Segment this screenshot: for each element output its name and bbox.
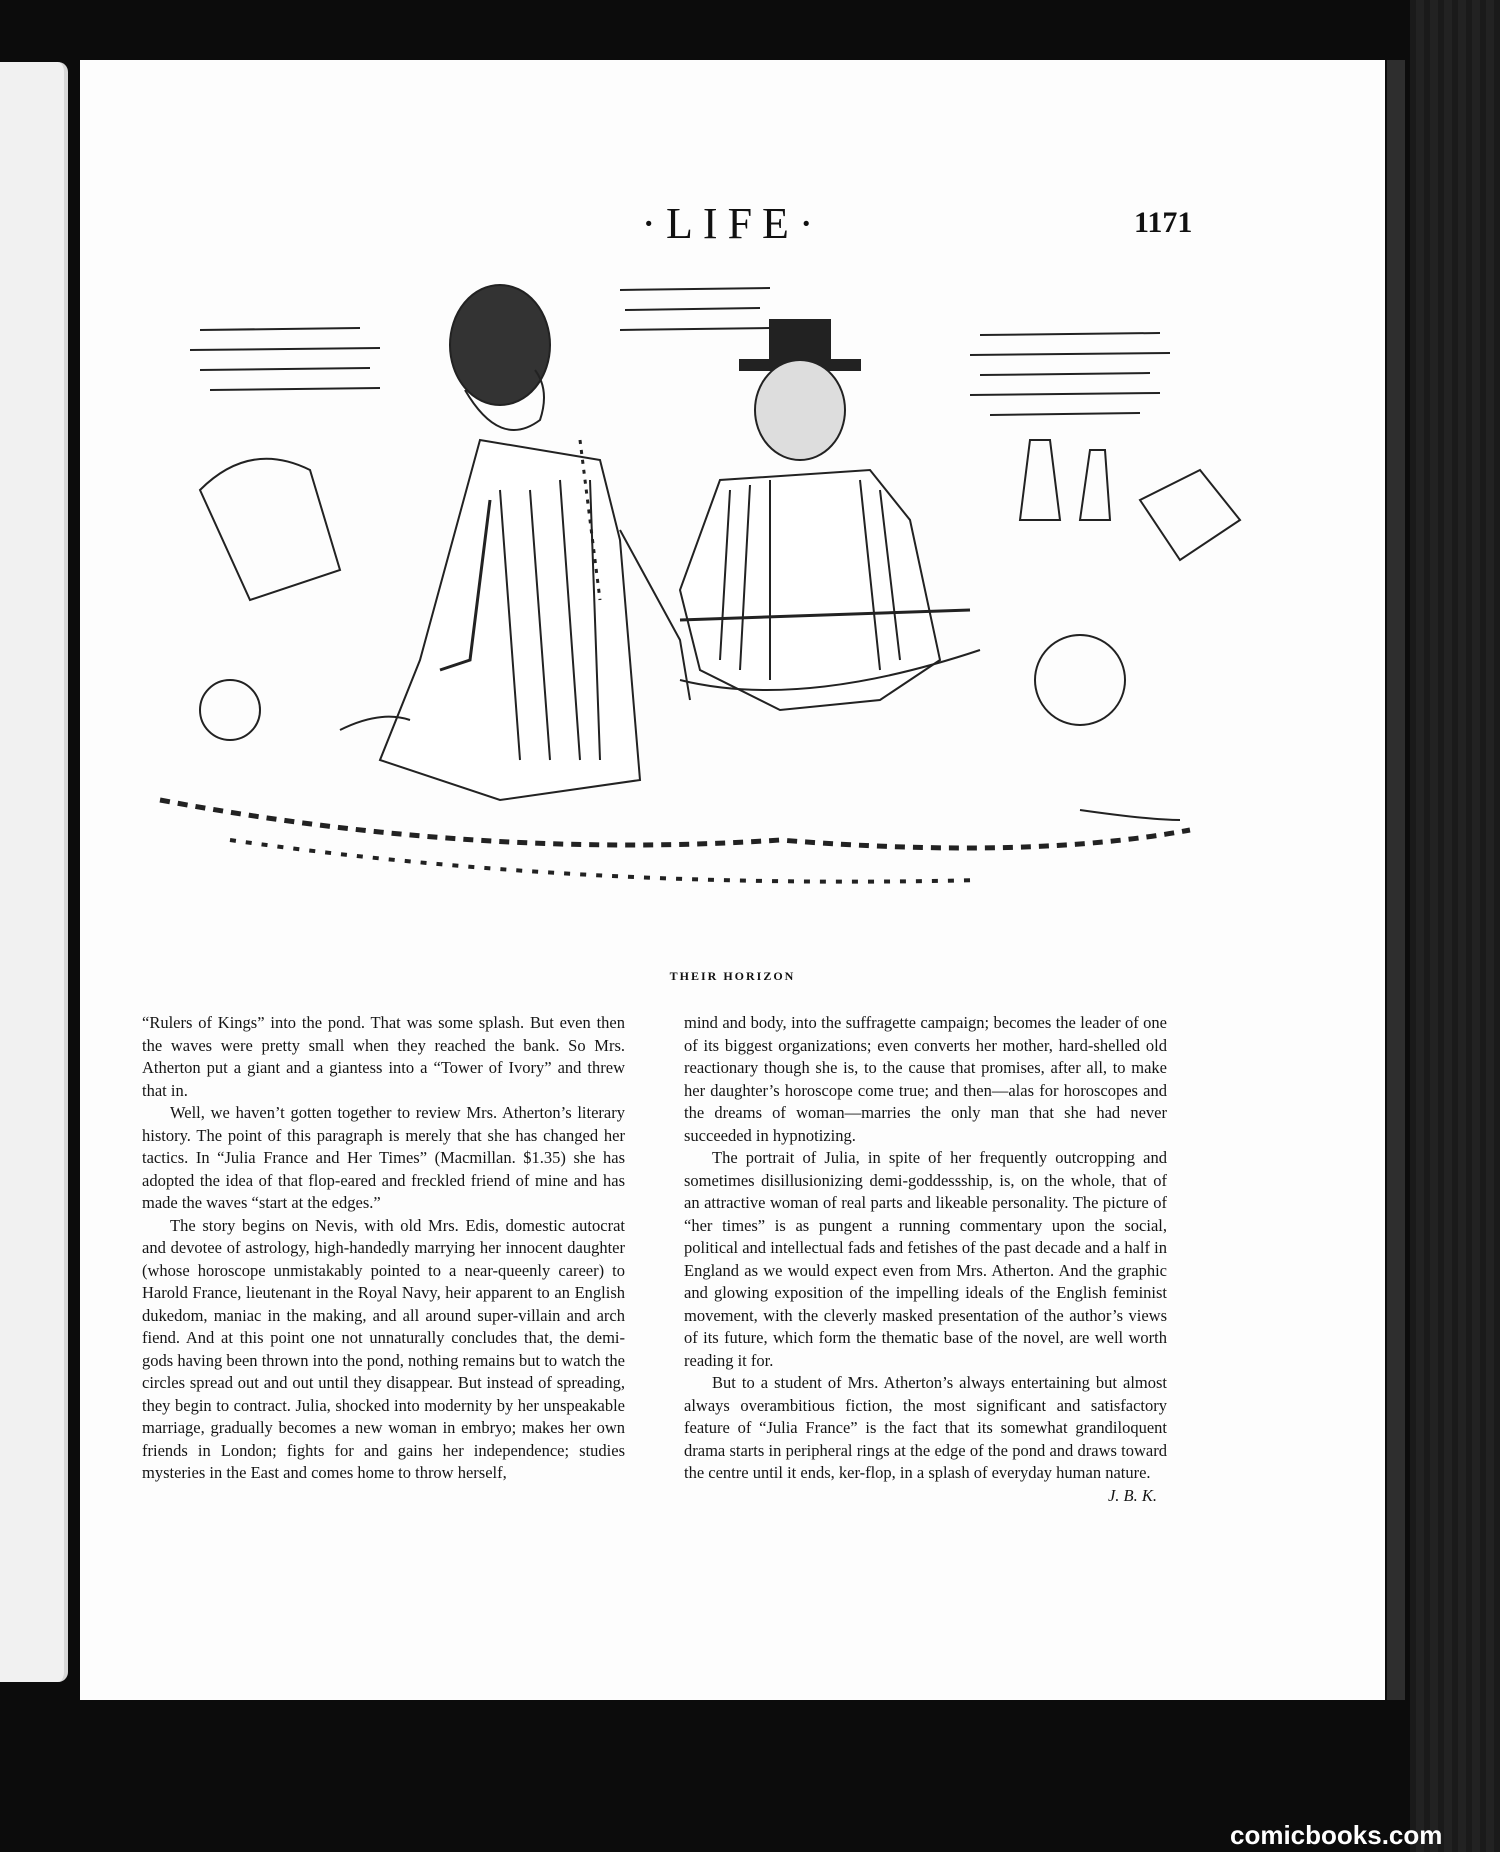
binder-background: [1410, 0, 1500, 1852]
article-column-right: [684, 1012, 1167, 1507]
cartoon-illustration: [80, 240, 1385, 960]
magazine-page: [80, 60, 1385, 1700]
paragraph: But to a student of Mrs. Atherton’s always entertaining but almost always overambitious fiction, the most significant and satisfactory feature of “Julia France” is the fact that its somewhat grandiloquent drama starts in peripheral rings at the edge of the pond and draws toward the centre until it ends, ker-flop, in a splash of everyday human nature.: [684, 1373, 1167, 1482]
paragraph: The story begins on Nevis, with old Mrs. Edis, domestic autocrat and devotee of astrology, high-handedly marrying her innocent daughter (whose horoscope unmistakably pointed to a near-queenly career) to Harold France, lieutenant in the Royal Navy, heir apparent to an English dukedom, maniac in the making, and all around super-villain and arch fiend. And at this point one not unnaturally concludes that, the demi-gods having been thrown into the pond, nothing remains but to watch the circles spread out and out until they disappear. But instead of spreading, they begin to contract. Julia, shocked into modernity by her unspeakable marriage, gradually becomes a new woman in embryo; makes her own friends in London; fights for and gains her independence; studies mysteries in the East and comes home to throw herself,: [142, 1215, 625, 1482]
cartoon-caption: THEIR HORIZON: [669, 969, 796, 983]
paragraph: mind and body, into the suffragette campaign; becomes the leader of one of its biggest organizations; even converts her mother, hard-shelled old reactionary though she is, to the cause that promises, after all, to make her daughter’s horoscope come true; and then—alas for horoscopes and the dreams of woman—marries the only man that she had never succeeded in hypnotizing.: [684, 1013, 1167, 1145]
paragraph: “Rulers of Kings” into the pond. That was some splash. But even then the waves were pretty small when they reached the bank. So Mrs. Atherton put a giant and a giantess into a “Tower of Ivory” and threw that in.: [142, 1013, 625, 1100]
page-number: 1171: [1134, 206, 1193, 239]
paragraph: Well, we haven’t gotten together to review Mrs. Atherton’s literary history. The point of this paragraph is merely that she has changed her tactics. In “Julia France and Her Times” (Macmillan. $1.35) she has adopted the idea of that flop-eared and freckled friend of mine and has made the waves “start at the edges.”: [142, 1103, 625, 1212]
watermark: comicbooks.com: [1230, 1820, 1443, 1850]
author-signature: J. B. K.: [1107, 1485, 1157, 1505]
facing-page-edge: [0, 62, 68, 1682]
paragraph: The portrait of Julia, in spite of her frequently outcropping and sometimes disillusionizing demi-goddessship, is, on the whole, that of an attractive woman of real parts and likeable personality. The picture of “her times” is as pungent a running commentary upon the social, political and intellectual fads and fetishes of the past decade and a half in England as we would expect even from Mrs. Atherton. And the graphic and glowing exposition of the impelling ideals of the English feminist movement, with the cleverly masked presentation of the author’s views of its future, which form the thematic base of the novel, are well worth reading it for.: [684, 1148, 1167, 1370]
man-figure: [680, 320, 980, 710]
article-column-left: [142, 1012, 625, 1485]
page-edge-shadow: [1387, 60, 1405, 1700]
speed-lines: [190, 288, 1170, 415]
woman-figure: [340, 285, 690, 800]
masthead-title: ·LIFE·: [641, 199, 824, 248]
